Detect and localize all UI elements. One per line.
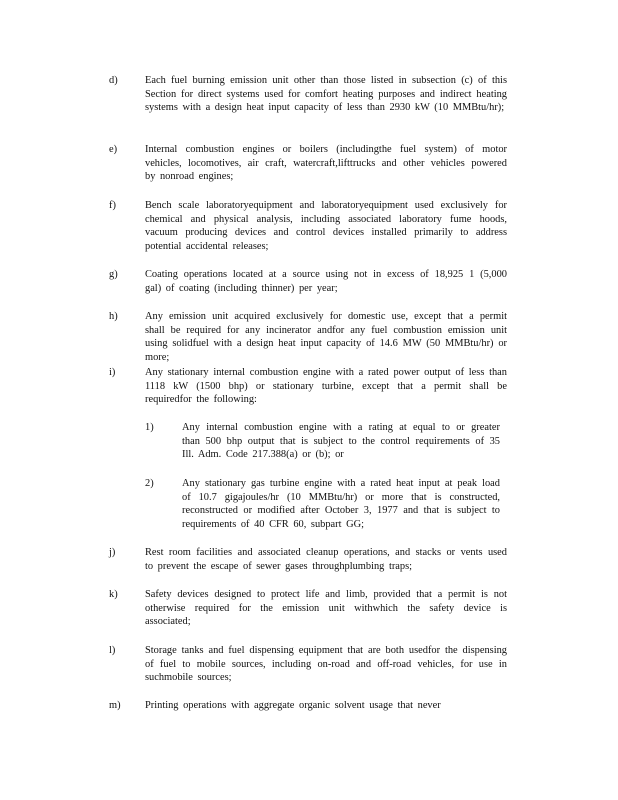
item-label: i) <box>109 367 116 378</box>
item-text: Printing operations with aggregate organic solvent usage that never <box>145 700 441 711</box>
item-text: Safety devices designed to protect life and limb, provided that a permit is not otherwise required for the emission unit withwhich the safety device is associated; <box>145 589 507 628</box>
item-label: l) <box>109 645 116 656</box>
item-label: d) <box>109 75 118 86</box>
item-label: m) <box>109 700 121 711</box>
item-text: Bench scale laboratoryequipment and laboratoryequipment used exclusively for chemical and physical analysis, including associated laboratory fume hoods, vacuum producing devices and control devices installed primarily to address potential accidental releases; <box>145 200 507 252</box>
item-label: g) <box>109 269 118 280</box>
item-label: k) <box>109 589 118 600</box>
item-label: j) <box>109 547 116 558</box>
item-text: Any stationary internal combustion engine with a rated power output of less than 1118 kW (1500 bhp) or stationary turbine, except that a permit shall be requiredfor the following: <box>145 367 507 406</box>
item-label: h) <box>109 311 118 322</box>
sub-item-text: Any internal combustion engine with a rating at equal to or greater than 500 bhp output that is subject to the control requirements of 35 Ill. Adm. Code 217.388(a) or (b); or <box>182 422 500 461</box>
sub-item-label: 2) <box>145 478 154 489</box>
item-text: Internal combustion engines or boilers (includingthe fuel system) of motor vehicles, locomotives, air craft, watercraft,lifttrucks and other vehicles powered by nonroad engines; <box>145 144 507 183</box>
item-text: Coating operations located at a source using not in excess of 18,925 1 (5,000 gal) of coating (including thinner) per year; <box>145 269 507 294</box>
item-text: Storage tanks and fuel dispensing equipment that are both usedfor the dispensing of fuel to mobile sources, including on-road and off-road vehicles, for use in suchmobile sources; <box>145 645 507 684</box>
sub-item-text: Any stationary gas turbine engine with a rated heat input at peak load of 10.7 gigajoules/hr (10 MMBtu/hr) or more that is constructed, reconstructed or modified after October 3, 1977 and that is subject to requirements of 40 CFR 60, subpart GG; <box>182 478 500 530</box>
item-label: f) <box>109 200 116 211</box>
item-text: Any emission unit acquired exclusively for domestic use, except that a permit shall be required for any incinerator andfor any fuel combustion emission unit using solidfuel with a design heat input capacity of 14.6 MW (50 MMBtu/hr) or more; <box>145 311 507 363</box>
item-text: Each fuel burning emission unit other than those listed in subsection (c) of this Section for direct systems used for comfort heating purposes and indirect heating systems with a design heat input capacity of less than 2930 kW (10 MMBtu/hr); <box>145 75 507 114</box>
item-label: e) <box>109 144 118 155</box>
sub-item-label: 1) <box>145 422 154 433</box>
item-text: Rest room facilities and associated cleanup operations, and stacks or vents used to prevent the escape of sewer gases throughplumbing traps; <box>145 547 507 572</box>
